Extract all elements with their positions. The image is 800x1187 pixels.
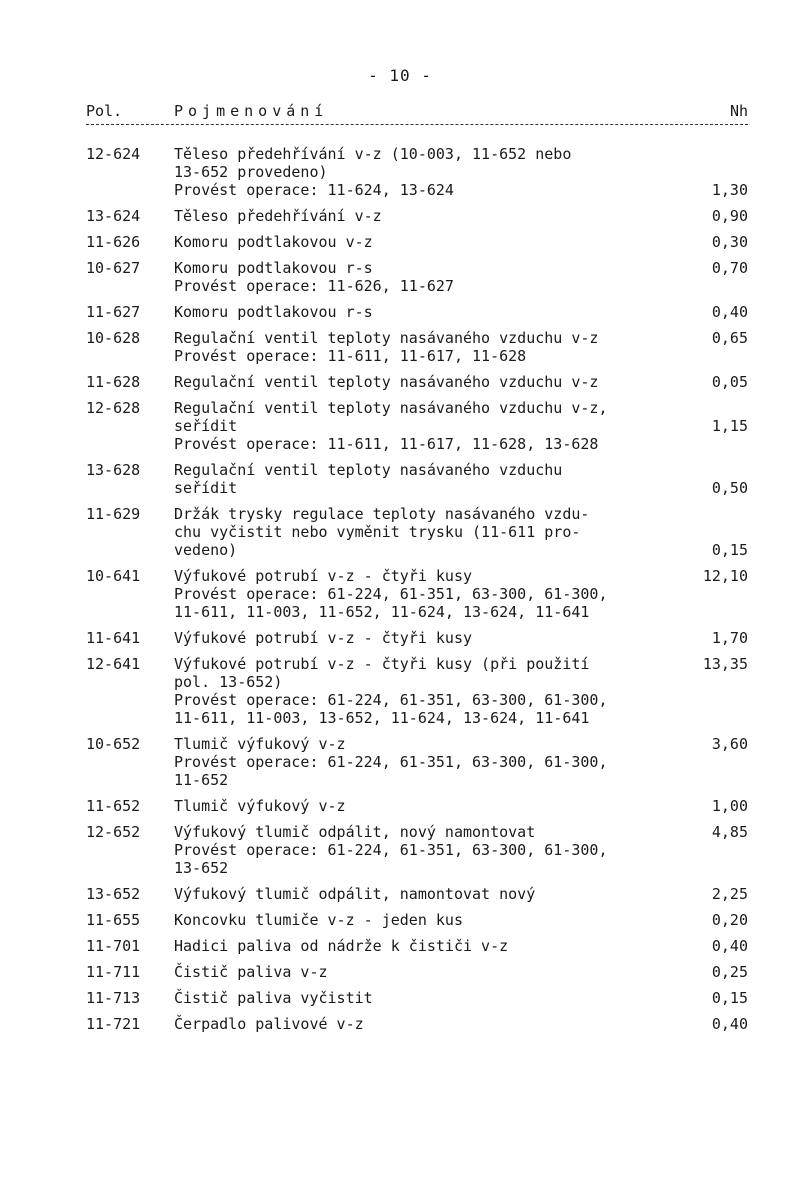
- description-line: 13-652 provedeno): [174, 163, 328, 181]
- row-description: [174, 567, 694, 621]
- description-line: vedeno): [174, 541, 238, 559]
- description-line: Provést operace: 11-611, 11-617, 11-628, 13-628: [174, 435, 599, 453]
- row-position: 13-628: [86, 461, 141, 479]
- row-value: 2,25: [711, 885, 748, 903]
- table-row: [86, 233, 748, 251]
- table-row: [86, 797, 748, 815]
- description-line: seřídit: [174, 479, 238, 497]
- row-position: 10-652: [86, 735, 141, 753]
- row-description: [174, 399, 694, 453]
- table-row: [86, 207, 748, 225]
- row-value: 0,30: [711, 233, 748, 251]
- description-line: Držák trysky regulace teploty nasávaného vzdu-: [174, 505, 590, 523]
- description-line: Výfukové potrubí v-z - čtyři kusy: [174, 567, 473, 585]
- description-line: Komoru podtlakovou r-s: [174, 259, 373, 277]
- row-value: 1,30: [711, 181, 748, 199]
- row-description: [174, 823, 694, 877]
- row-position: 10-628: [86, 329, 141, 347]
- table-row: [86, 329, 748, 365]
- description-line: pol. 13-652): [174, 673, 283, 691]
- row-value: 0,15: [711, 541, 748, 559]
- row-description: [174, 145, 694, 199]
- row-position: 11-641: [86, 629, 141, 647]
- description-line: Provést operace: 61-224, 61-351, 63-300, 61-300,: [174, 691, 608, 709]
- row-description: [174, 629, 694, 647]
- table-header: [86, 100, 748, 125]
- description-line: 11-611, 11-003, 13-652, 11-624, 13-624, 11-641: [174, 709, 590, 727]
- description-line: Provést operace: 11-611, 11-617, 11-628: [174, 347, 527, 365]
- row-description: [174, 797, 694, 815]
- row-value: 0,40: [711, 1015, 748, 1033]
- row-value: 0,90: [711, 207, 748, 225]
- table-row: [86, 963, 748, 981]
- description-line: Výfukový tlumič odpálit, namontovat nový: [174, 885, 536, 903]
- row-value: 0,25: [711, 963, 748, 981]
- table-row: [86, 1015, 748, 1033]
- row-description: [174, 329, 694, 365]
- page-number: - 10 -: [368, 66, 432, 85]
- row-value: 0,20: [711, 911, 748, 929]
- table-row: [86, 735, 748, 789]
- row-position: 11-711: [86, 963, 141, 981]
- row-position: 12-652: [86, 823, 141, 841]
- row-value: 0,15: [711, 989, 748, 1007]
- table-row: [86, 505, 748, 559]
- table-row: [86, 629, 748, 647]
- row-position: 10-641: [86, 567, 141, 585]
- description-line: Regulační ventil teploty nasávaného vzduchu v-z: [174, 329, 599, 347]
- row-description: [174, 303, 694, 321]
- row-description: [174, 461, 694, 497]
- table-row: [86, 461, 748, 497]
- description-line: Hadici paliva od nádrže k čističi v-z: [174, 937, 509, 955]
- description-line: seřídit: [174, 417, 238, 435]
- row-description: [174, 885, 694, 903]
- row-description: [174, 505, 694, 559]
- description-line: Komoru podtlakovou v-z: [174, 233, 373, 251]
- row-position: 11-701: [86, 937, 141, 955]
- row-description: [174, 963, 694, 981]
- description-line: 11-611, 11-003, 11-652, 11-624, 13-624, 11-641: [174, 603, 590, 621]
- description-line: 13-652: [174, 859, 229, 877]
- table-row: [86, 399, 748, 453]
- table-row: [86, 911, 748, 929]
- description-line: Koncovku tlumiče v-z - jeden kus: [174, 911, 463, 929]
- table-row: [86, 373, 748, 391]
- row-description: [174, 735, 694, 789]
- row-value: 3,60: [711, 735, 748, 753]
- row-position: 11-655: [86, 911, 141, 929]
- row-position: 11-652: [86, 797, 141, 815]
- row-position: 10-627: [86, 259, 141, 277]
- row-value: 0,40: [711, 303, 748, 321]
- row-position: 11-721: [86, 1015, 141, 1033]
- row-value: 12,10: [702, 567, 748, 585]
- row-value: 13,35: [702, 655, 748, 673]
- row-position: 11-626: [86, 233, 141, 251]
- row-position: 13-624: [86, 207, 141, 225]
- row-description: [174, 911, 694, 929]
- row-position: 12-628: [86, 399, 141, 417]
- row-value: 0,65: [711, 329, 748, 347]
- description-line: Čistič paliva vyčistit: [174, 989, 373, 1007]
- row-position: 11-627: [86, 303, 141, 321]
- row-description: [174, 233, 694, 251]
- table-row: [86, 989, 748, 1007]
- header-pos: Pol.: [86, 102, 123, 120]
- row-value: 0,40: [711, 937, 748, 955]
- row-position: 13-652: [86, 885, 141, 903]
- row-description: [174, 1015, 694, 1033]
- row-value: 1,15: [711, 417, 748, 435]
- header-name: Pojmenování: [174, 102, 329, 120]
- description-line: Výfukový tlumič odpálit, nový namontovat: [174, 823, 536, 841]
- description-line: Čistič paliva v-z: [174, 963, 328, 981]
- description-line: Tlumič výfukový v-z: [174, 735, 346, 753]
- description-line: Regulační ventil teploty nasávaného vzduchu v-z: [174, 373, 599, 391]
- description-line: Provést operace: 61-224, 61-351, 63-300, 61-300,: [174, 841, 608, 859]
- row-value: 0,50: [711, 479, 748, 497]
- row-position: 11-713: [86, 989, 141, 1007]
- table-row: [86, 303, 748, 321]
- description-line: Provést operace: 61-224, 61-351, 63-300, 61-300,: [174, 585, 608, 603]
- row-description: [174, 207, 694, 225]
- table-row: [86, 823, 748, 877]
- header-nh: Nh: [729, 102, 748, 120]
- description-line: 11-652: [174, 771, 229, 789]
- table-body: [86, 145, 748, 1041]
- row-description: [174, 373, 694, 391]
- row-description: [174, 937, 694, 955]
- description-line: Provést operace: 61-224, 61-351, 63-300, 61-300,: [174, 753, 608, 771]
- description-line: Čerpadlo palivové v-z: [174, 1015, 364, 1033]
- description-line: Provést operace: 11-624, 13-624: [174, 181, 454, 199]
- description-line: chu vyčistit nebo vyměnit trysku (11-611 pro-: [174, 523, 581, 541]
- row-position: 11-629: [86, 505, 141, 523]
- description-line: Těleso předehřívání v-z (10-003, 11-652 nebo: [174, 145, 572, 163]
- description-line: Regulační ventil teploty nasávaného vzduchu: [174, 461, 563, 479]
- table-row: [86, 259, 748, 295]
- row-position: 12-641: [86, 655, 141, 673]
- table-row: [86, 145, 748, 199]
- row-description: [174, 655, 694, 727]
- table-row: [86, 885, 748, 903]
- row-description: [174, 989, 694, 1007]
- row-description: [174, 259, 694, 295]
- row-position: 12-624: [86, 145, 141, 163]
- description-line: Výfukové potrubí v-z - čtyři kusy: [174, 629, 473, 647]
- table-row: [86, 655, 748, 727]
- description-line: Regulační ventil teploty nasávaného vzduchu v-z,: [174, 399, 608, 417]
- description-line: Komoru podtlakovou r-s: [174, 303, 373, 321]
- table-row: [86, 567, 748, 621]
- row-value: 1,00: [711, 797, 748, 815]
- description-line: Výfukové potrubí v-z - čtyři kusy (při použití: [174, 655, 590, 673]
- table-row: [86, 937, 748, 955]
- description-line: Těleso předehřívání v-z: [174, 207, 382, 225]
- row-position: 11-628: [86, 373, 141, 391]
- row-value: 0,70: [711, 259, 748, 277]
- row-value: 0,05: [711, 373, 748, 391]
- row-value: 1,70: [711, 629, 748, 647]
- description-line: Tlumič výfukový v-z: [174, 797, 346, 815]
- row-value: 4,85: [711, 823, 748, 841]
- description-line: Provést operace: 11-626, 11-627: [174, 277, 454, 295]
